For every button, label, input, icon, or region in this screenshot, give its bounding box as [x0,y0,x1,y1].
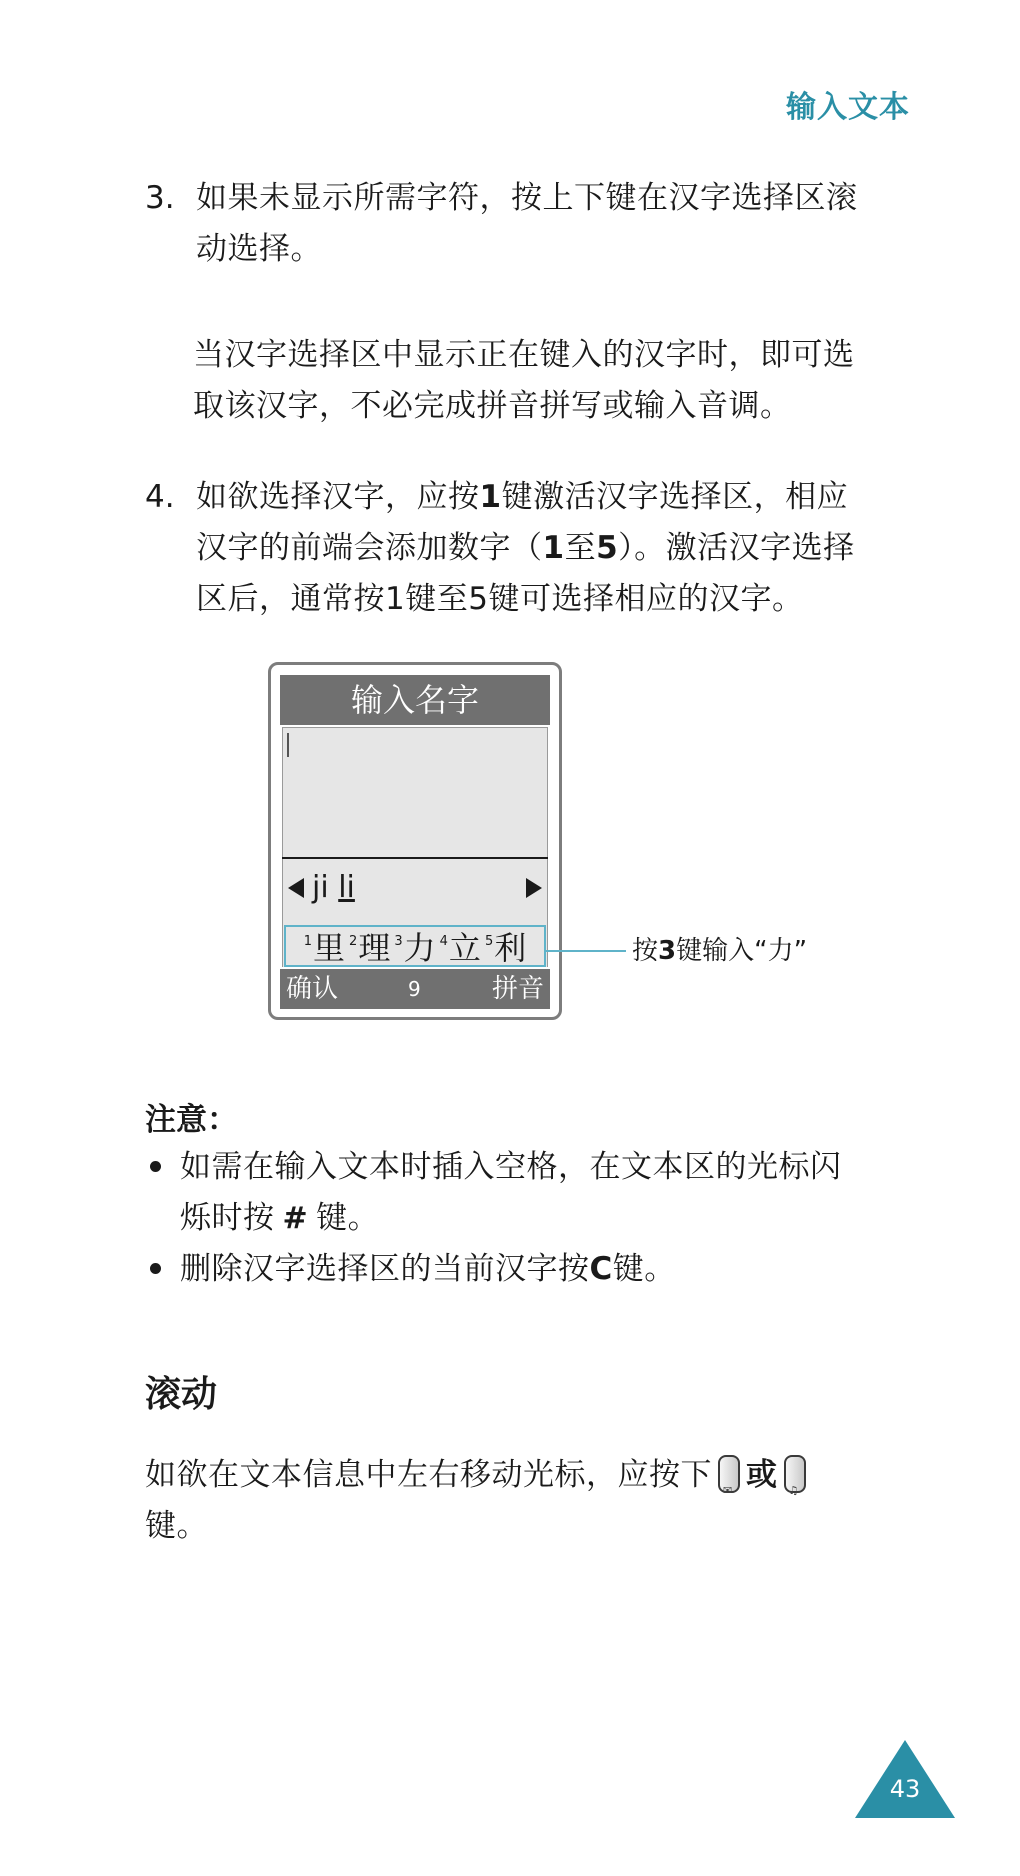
arrow-left-icon[interactable] [288,878,304,898]
callout-label: 按3键输入“力” [632,936,808,966]
screen-title-bar: 输入名字 [280,675,550,725]
softkey-pinyin[interactable]: 拼音 [491,974,544,1004]
candidate-selection-box[interactable] [284,925,546,967]
scroll-line-1: 如欲在文本信息中左右移动光标，应按下 ✉ 或 ♫ [145,1450,812,1501]
text-input-area[interactable] [282,727,548,857]
pinyin-option-li[interactable]: li [338,870,355,905]
note-bullet-1-line-1: 如需在输入文本时插入空格，在文本区的光标闪 [180,1149,842,1185]
candidate-4[interactable]: $^4$立 [439,929,481,967]
callout-line [546,950,626,952]
note-bullet-2: 删除汉字选择区的当前汉字按C键。 [180,1251,676,1287]
candidate-2[interactable]: $^2$理 [349,929,391,967]
page-number: 43 [889,1775,921,1803]
right-nav-key-icon: ♫ [782,1455,808,1493]
step-3-note-line-1: 当汉字选择区中显示正在键入的汉字时，即可选 [193,337,855,373]
step-3-line-2: 动选择。 [196,231,322,267]
note-bullet-1-line-2: 烁时按 # 键。 [180,1200,380,1236]
candidate-1[interactable]: $^1$里 [303,929,346,967]
step-4-line-3: 区后，通常按1键至5键可选择相应的汉字。 [196,581,804,617]
page-header-title: 输入文本 [786,90,910,125]
left-nav-key-icon: ✉ [716,1455,742,1493]
scroll-line-2: 键。 [145,1508,208,1544]
bullet-dot [150,1161,161,1172]
step-4-line-1: 如欲选择汉字，应按1键激活汉字选择区，相应 [196,479,849,515]
pinyin-option-ji[interactable]: ji [312,870,329,905]
step-4-line-2: 汉字的前端会添加数字（1至5）。激活汉字选择 [196,530,855,566]
hash-key-icon: # [282,1201,309,1236]
bullet-dot [150,1263,161,1274]
arrow-right-icon[interactable] [526,878,542,898]
candidate-5[interactable]: $^5$利 [484,929,527,967]
candidate-3[interactable]: $^3$力 [394,929,436,967]
step-3-number: 3. [145,180,175,216]
step-3-note-line-2: 取该汉字，不必完成拼音拼写或输入音调。 [193,388,792,424]
scroll-section-title: 滚动 [145,1374,218,1415]
step-4-number: 4. [145,479,175,515]
pinyin-options[interactable] [312,870,355,906]
note-title: 注意： [145,1102,238,1138]
text-cursor [287,733,289,757]
step-3-line-1: 如果未显示所需字符，按上下键在汉字选择区滚 [196,180,858,216]
softkey-bar [280,969,550,1009]
softkey-confirm[interactable]: 确认 [286,974,339,1004]
softkey-count: 9 [408,977,421,1001]
